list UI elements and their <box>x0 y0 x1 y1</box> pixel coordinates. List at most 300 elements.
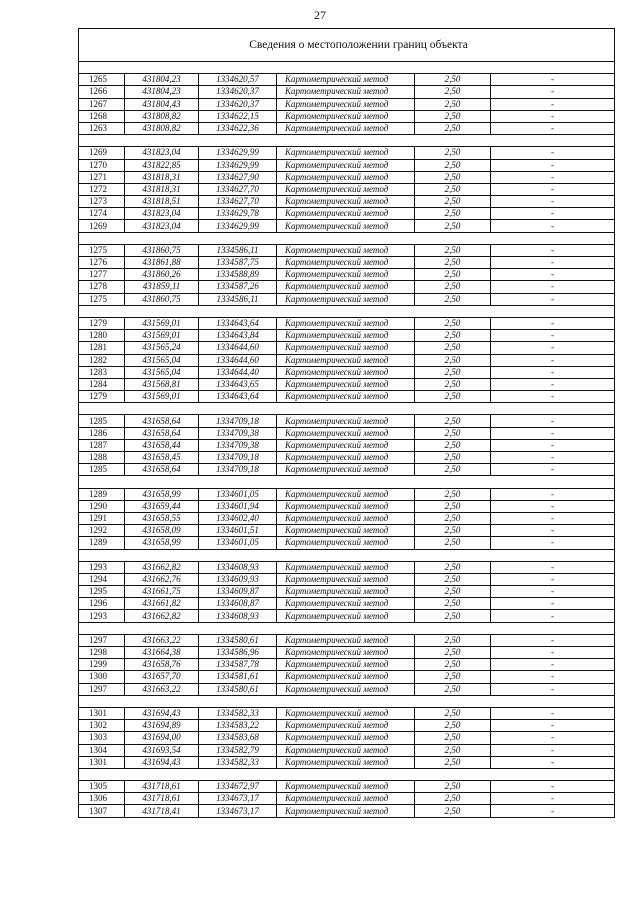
coord-x-cell: 431662,82 <box>125 610 199 622</box>
coord-y-cell: 1334586,96 <box>199 647 277 659</box>
point-number-cell: 1277 <box>79 269 125 281</box>
table-row <box>79 244 615 256</box>
accuracy-cell: 2,50 <box>415 537 491 549</box>
coord-x-cell: 431860,26 <box>125 269 199 281</box>
table-row <box>79 671 615 683</box>
coord-y-cell: 1334629,99 <box>199 220 277 232</box>
point-number-cell: 1283 <box>79 366 125 378</box>
method-cell: Картометрический метод <box>277 683 415 695</box>
coord-x-cell: 431663,22 <box>125 683 199 695</box>
table-row <box>79 488 615 500</box>
table-row <box>79 464 615 476</box>
coord-x-cell: 431658,64 <box>125 464 199 476</box>
coord-x-cell: 431822,85 <box>125 159 199 171</box>
point-number-cell: 1289 <box>79 537 125 549</box>
table-row <box>79 720 615 732</box>
table-row <box>79 269 615 281</box>
table-row <box>79 257 615 269</box>
coord-x-cell: 431859,11 <box>125 281 199 293</box>
method-cell: Картометрический метод <box>277 147 415 159</box>
boundary-table <box>78 28 615 818</box>
accuracy-cell: 2,50 <box>415 293 491 305</box>
group-spacer-row <box>79 622 615 634</box>
note-cell: - <box>491 452 615 464</box>
note-cell: - <box>491 74 615 86</box>
coord-x-cell: 431662,82 <box>125 561 199 573</box>
note-cell: - <box>491 147 615 159</box>
table-row <box>79 439 615 451</box>
point-number-cell: 1278 <box>79 281 125 293</box>
point-number-cell: 1281 <box>79 342 125 354</box>
spacer-cell <box>79 62 615 74</box>
coord-x-cell: 431658,09 <box>125 525 199 537</box>
method-cell: Картометрический метод <box>277 110 415 122</box>
point-number-cell: 1292 <box>79 525 125 537</box>
note-cell: - <box>491 512 615 524</box>
coord-y-cell: 1334587,78 <box>199 659 277 671</box>
method-cell: Картометрический метод <box>277 208 415 220</box>
accuracy-cell: 2,50 <box>415 634 491 646</box>
accuracy-cell: 2,50 <box>415 366 491 378</box>
table-row <box>79 147 615 159</box>
coord-x-cell: 431823,04 <box>125 208 199 220</box>
accuracy-cell: 2,50 <box>415 342 491 354</box>
accuracy-cell: 2,50 <box>415 171 491 183</box>
accuracy-cell: 2,50 <box>415 756 491 768</box>
coord-y-cell: 1334644,60 <box>199 342 277 354</box>
point-number-cell: 1300 <box>79 671 125 683</box>
point-number-cell: 1279 <box>79 317 125 329</box>
note-cell: - <box>491 415 615 427</box>
accuracy-cell: 2,50 <box>415 683 491 695</box>
coord-y-cell: 1334582,33 <box>199 707 277 719</box>
coord-y-cell: 1334673,17 <box>199 805 277 817</box>
coord-x-cell: 431694,43 <box>125 756 199 768</box>
coord-y-cell: 1334709,38 <box>199 439 277 451</box>
note-cell: - <box>491 378 615 390</box>
coord-x-cell: 431658,55 <box>125 512 199 524</box>
coord-x-cell: 431818,51 <box>125 196 199 208</box>
point-number-cell: 1298 <box>79 647 125 659</box>
table-row <box>79 122 615 134</box>
group-spacer-row <box>79 768 615 780</box>
coord-y-cell: 1334601,05 <box>199 537 277 549</box>
point-number-cell: 1302 <box>79 720 125 732</box>
method-cell: Картометрический метод <box>277 427 415 439</box>
coord-y-cell: 1334586,11 <box>199 244 277 256</box>
note-cell: - <box>491 805 615 817</box>
point-number-cell: 1271 <box>79 171 125 183</box>
coord-y-cell: 1334622,36 <box>199 122 277 134</box>
accuracy-cell: 2,50 <box>415 610 491 622</box>
point-number-cell: 1295 <box>79 586 125 598</box>
note-cell: - <box>491 427 615 439</box>
point-number-cell: 1282 <box>79 354 125 366</box>
method-cell: Картометрический метод <box>277 269 415 281</box>
accuracy-cell: 2,50 <box>415 317 491 329</box>
coord-x-cell: 431860,75 <box>125 244 199 256</box>
accuracy-cell: 2,50 <box>415 707 491 719</box>
accuracy-cell: 2,50 <box>415 598 491 610</box>
accuracy-cell: 2,50 <box>415 720 491 732</box>
table-row <box>79 610 615 622</box>
accuracy-cell: 2,50 <box>415 391 491 403</box>
method-cell: Картометрический метод <box>277 342 415 354</box>
note-cell: - <box>491 610 615 622</box>
point-number-cell: 1276 <box>79 257 125 269</box>
accuracy-cell: 2,50 <box>415 86 491 98</box>
method-cell: Картометрический метод <box>277 720 415 732</box>
method-cell: Картометрический метод <box>277 537 415 549</box>
point-number-cell: 1284 <box>79 378 125 390</box>
accuracy-cell: 2,50 <box>415 671 491 683</box>
coord-y-cell: 1334608,87 <box>199 598 277 610</box>
coord-x-cell: 431658,64 <box>125 427 199 439</box>
spacer-cell <box>79 476 615 488</box>
method-cell: Картометрический метод <box>277 659 415 671</box>
coord-x-cell: 431658,76 <box>125 659 199 671</box>
note-cell: - <box>491 391 615 403</box>
coord-y-cell: 1334673,17 <box>199 793 277 805</box>
coord-x-cell: 431818,31 <box>125 183 199 195</box>
note-cell: - <box>491 671 615 683</box>
method-cell: Картометрический метод <box>277 317 415 329</box>
table-row <box>79 208 615 220</box>
accuracy-cell: 2,50 <box>415 257 491 269</box>
point-number-cell: 1279 <box>79 391 125 403</box>
method-cell: Картометрический метод <box>277 244 415 256</box>
note-cell: - <box>491 720 615 732</box>
spacer-cell <box>79 305 615 317</box>
coord-x-cell: 431860,75 <box>125 293 199 305</box>
accuracy-cell: 2,50 <box>415 586 491 598</box>
note-cell: - <box>491 707 615 719</box>
method-cell: Картометрический метод <box>277 159 415 171</box>
note-cell: - <box>491 561 615 573</box>
note-cell: - <box>491 354 615 366</box>
point-number-cell: 1296 <box>79 598 125 610</box>
note-cell: - <box>491 98 615 110</box>
coord-x-cell: 431804,43 <box>125 98 199 110</box>
point-number-cell: 1275 <box>79 293 125 305</box>
coord-y-cell: 1334580,61 <box>199 634 277 646</box>
method-cell: Картометрический метод <box>277 732 415 744</box>
accuracy-cell: 2,50 <box>415 732 491 744</box>
table-title: Сведения о местоположении границ объекта <box>79 29 615 62</box>
coord-x-cell: 431569,01 <box>125 391 199 403</box>
accuracy-cell: 2,50 <box>415 525 491 537</box>
spacer-cell <box>79 403 615 415</box>
accuracy-cell: 2,50 <box>415 244 491 256</box>
table-row <box>79 452 615 464</box>
coord-y-cell: 1334643,65 <box>199 378 277 390</box>
coord-x-cell: 431808,82 <box>125 110 199 122</box>
coord-x-cell: 431565,04 <box>125 354 199 366</box>
table-row <box>79 512 615 524</box>
method-cell: Картометрический метод <box>277 257 415 269</box>
spacer-cell <box>79 768 615 780</box>
point-number-cell: 1305 <box>79 781 125 793</box>
coord-x-cell: 431565,04 <box>125 366 199 378</box>
table-row <box>79 586 615 598</box>
method-cell: Картометрический метод <box>277 122 415 134</box>
coord-x-cell: 431565,24 <box>125 342 199 354</box>
method-cell: Картометрический метод <box>277 610 415 622</box>
point-number-cell: 1266 <box>79 86 125 98</box>
accuracy-cell: 2,50 <box>415 269 491 281</box>
accuracy-cell: 2,50 <box>415 781 491 793</box>
coord-x-cell: 431658,64 <box>125 415 199 427</box>
note-cell: - <box>491 220 615 232</box>
coord-y-cell: 1334629,99 <box>199 147 277 159</box>
group-spacer-row <box>79 549 615 561</box>
coord-x-cell: 431657,70 <box>125 671 199 683</box>
accuracy-cell: 2,50 <box>415 220 491 232</box>
point-number-cell: 1269 <box>79 147 125 159</box>
accuracy-cell: 2,50 <box>415 183 491 195</box>
accuracy-cell: 2,50 <box>415 793 491 805</box>
coord-x-cell: 431818,31 <box>125 171 199 183</box>
accuracy-cell: 2,50 <box>415 561 491 573</box>
table-row <box>79 500 615 512</box>
note-cell: - <box>491 159 615 171</box>
table-row <box>79 183 615 195</box>
accuracy-cell: 2,50 <box>415 196 491 208</box>
method-cell: Картометрический метод <box>277 281 415 293</box>
method-cell: Картометрический метод <box>277 183 415 195</box>
table-row <box>79 317 615 329</box>
accuracy-cell: 2,50 <box>415 110 491 122</box>
table-row <box>79 744 615 756</box>
note-cell: - <box>491 366 615 378</box>
table-row <box>79 220 615 232</box>
point-number-cell: 1294 <box>79 573 125 585</box>
note-cell: - <box>491 330 615 342</box>
coord-y-cell: 1334602,40 <box>199 512 277 524</box>
coord-x-cell: 431658,44 <box>125 439 199 451</box>
point-number-cell: 1267 <box>79 98 125 110</box>
coord-y-cell: 1334620,37 <box>199 86 277 98</box>
coord-y-cell: 1334601,05 <box>199 488 277 500</box>
spacer-cell <box>79 135 615 147</box>
coord-y-cell: 1334601,94 <box>199 500 277 512</box>
accuracy-cell: 2,50 <box>415 573 491 585</box>
coord-x-cell: 431804,23 <box>125 74 199 86</box>
note-cell: - <box>491 573 615 585</box>
coord-y-cell: 1334582,33 <box>199 756 277 768</box>
note-cell: - <box>491 293 615 305</box>
table-row <box>79 573 615 585</box>
accuracy-cell: 2,50 <box>415 512 491 524</box>
table-row <box>79 793 615 805</box>
table-row <box>79 537 615 549</box>
spacer-cell <box>79 622 615 634</box>
table-row <box>79 159 615 171</box>
point-number-cell: 1272 <box>79 183 125 195</box>
coord-x-cell: 431693,54 <box>125 744 199 756</box>
spacer-cell <box>79 232 615 244</box>
coord-x-cell: 431659,44 <box>125 500 199 512</box>
note-cell: - <box>491 500 615 512</box>
note-cell: - <box>491 208 615 220</box>
table-row <box>79 659 615 671</box>
group-spacer-row <box>79 232 615 244</box>
point-number-cell: 1299 <box>79 659 125 671</box>
coord-x-cell: 431823,04 <box>125 147 199 159</box>
method-cell: Картометрический метод <box>277 500 415 512</box>
group-spacer-row <box>79 476 615 488</box>
point-number-cell: 1285 <box>79 415 125 427</box>
coord-y-cell: 1334643,64 <box>199 391 277 403</box>
coord-x-cell: 431694,89 <box>125 720 199 732</box>
coord-y-cell: 1334620,57 <box>199 74 277 86</box>
coord-y-cell: 1334608,93 <box>199 561 277 573</box>
table-row <box>79 683 615 695</box>
method-cell: Картометрический метод <box>277 196 415 208</box>
method-cell: Картометрический метод <box>277 293 415 305</box>
method-cell: Картометрический метод <box>277 744 415 756</box>
table-row <box>79 415 615 427</box>
method-cell: Картометрический метод <box>277 561 415 573</box>
method-cell: Картометрический метод <box>277 647 415 659</box>
table-row <box>79 86 615 98</box>
note-cell: - <box>491 122 615 134</box>
accuracy-cell: 2,50 <box>415 659 491 671</box>
group-spacer-row <box>79 135 615 147</box>
accuracy-cell: 2,50 <box>415 98 491 110</box>
note-cell: - <box>491 317 615 329</box>
point-number-cell: 1293 <box>79 610 125 622</box>
coord-x-cell: 431804,23 <box>125 86 199 98</box>
accuracy-cell: 2,50 <box>415 330 491 342</box>
coord-y-cell: 1334709,18 <box>199 464 277 476</box>
group-spacer-row <box>79 305 615 317</box>
note-cell: - <box>491 342 615 354</box>
point-number-cell: 1285 <box>79 464 125 476</box>
table-row <box>79 293 615 305</box>
point-number-cell: 1286 <box>79 427 125 439</box>
coord-y-cell: 1334672,97 <box>199 781 277 793</box>
accuracy-cell: 2,50 <box>415 415 491 427</box>
note-cell: - <box>491 732 615 744</box>
group-spacer-row <box>79 62 615 74</box>
table-row <box>79 281 615 293</box>
table-title-row <box>79 29 615 62</box>
method-cell: Картометрический метод <box>277 793 415 805</box>
coord-y-cell: 1334620,37 <box>199 98 277 110</box>
note-cell: - <box>491 488 615 500</box>
coord-x-cell: 431658,45 <box>125 452 199 464</box>
coord-x-cell: 431661,75 <box>125 586 199 598</box>
table-row <box>79 110 615 122</box>
method-cell: Картометрический метод <box>277 512 415 524</box>
point-number-cell: 1280 <box>79 330 125 342</box>
point-number-cell: 1290 <box>79 500 125 512</box>
coord-y-cell: 1334627,70 <box>199 183 277 195</box>
note-cell: - <box>491 756 615 768</box>
coord-y-cell: 1334709,18 <box>199 452 277 464</box>
table-row <box>79 366 615 378</box>
coord-y-cell: 1334627,70 <box>199 196 277 208</box>
coord-x-cell: 431569,01 <box>125 317 199 329</box>
spacer-cell <box>79 695 615 707</box>
point-number-cell: 1301 <box>79 756 125 768</box>
point-number-cell: 1268 <box>79 110 125 122</box>
point-number-cell: 1304 <box>79 744 125 756</box>
table-row <box>79 732 615 744</box>
note-cell: - <box>491 793 615 805</box>
table-row <box>79 634 615 646</box>
point-number-cell: 1265 <box>79 74 125 86</box>
note-cell: - <box>491 464 615 476</box>
coord-y-cell: 1334709,38 <box>199 427 277 439</box>
note-cell: - <box>491 281 615 293</box>
coord-y-cell: 1334609,87 <box>199 586 277 598</box>
method-cell: Картометрический метод <box>277 86 415 98</box>
method-cell: Картометрический метод <box>277 671 415 683</box>
point-number-cell: 1263 <box>79 122 125 134</box>
method-cell: Картометрический метод <box>277 439 415 451</box>
coord-y-cell: 1334622,15 <box>199 110 277 122</box>
note-cell: - <box>491 537 615 549</box>
table-row <box>79 196 615 208</box>
coord-x-cell: 431568,81 <box>125 378 199 390</box>
coord-y-cell: 1334582,79 <box>199 744 277 756</box>
coord-y-cell: 1334583,68 <box>199 732 277 744</box>
method-cell: Картометрический метод <box>277 525 415 537</box>
note-cell: - <box>491 586 615 598</box>
table-row <box>79 781 615 793</box>
coord-x-cell: 431808,82 <box>125 122 199 134</box>
note-cell: - <box>491 269 615 281</box>
method-cell: Картометрический метод <box>277 586 415 598</box>
coord-x-cell: 431661,82 <box>125 598 199 610</box>
table-row <box>79 525 615 537</box>
method-cell: Картометрический метод <box>277 805 415 817</box>
note-cell: - <box>491 244 615 256</box>
accuracy-cell: 2,50 <box>415 122 491 134</box>
table-row <box>79 561 615 573</box>
coord-x-cell: 431718,61 <box>125 781 199 793</box>
coord-y-cell: 1334629,99 <box>199 159 277 171</box>
accuracy-cell: 2,50 <box>415 159 491 171</box>
accuracy-cell: 2,50 <box>415 464 491 476</box>
coord-y-cell: 1334586,11 <box>199 293 277 305</box>
coord-y-cell: 1334588,89 <box>199 269 277 281</box>
note-cell: - <box>491 683 615 695</box>
accuracy-cell: 2,50 <box>415 744 491 756</box>
point-number-cell: 1297 <box>79 683 125 695</box>
note-cell: - <box>491 647 615 659</box>
point-number-cell: 1273 <box>79 196 125 208</box>
group-spacer-row <box>79 695 615 707</box>
method-cell: Картометрический метод <box>277 391 415 403</box>
coord-y-cell: 1334644,60 <box>199 354 277 366</box>
accuracy-cell: 2,50 <box>415 427 491 439</box>
accuracy-cell: 2,50 <box>415 378 491 390</box>
accuracy-cell: 2,50 <box>415 281 491 293</box>
point-number-cell: 1287 <box>79 439 125 451</box>
point-number-cell: 1269 <box>79 220 125 232</box>
coord-x-cell: 431718,41 <box>125 805 199 817</box>
method-cell: Картометрический метод <box>277 171 415 183</box>
method-cell: Картометрический метод <box>277 781 415 793</box>
point-number-cell: 1288 <box>79 452 125 464</box>
note-cell: - <box>491 598 615 610</box>
coord-x-cell: 431861,88 <box>125 257 199 269</box>
coord-y-cell: 1334608,93 <box>199 610 277 622</box>
method-cell: Картометрический метод <box>277 707 415 719</box>
